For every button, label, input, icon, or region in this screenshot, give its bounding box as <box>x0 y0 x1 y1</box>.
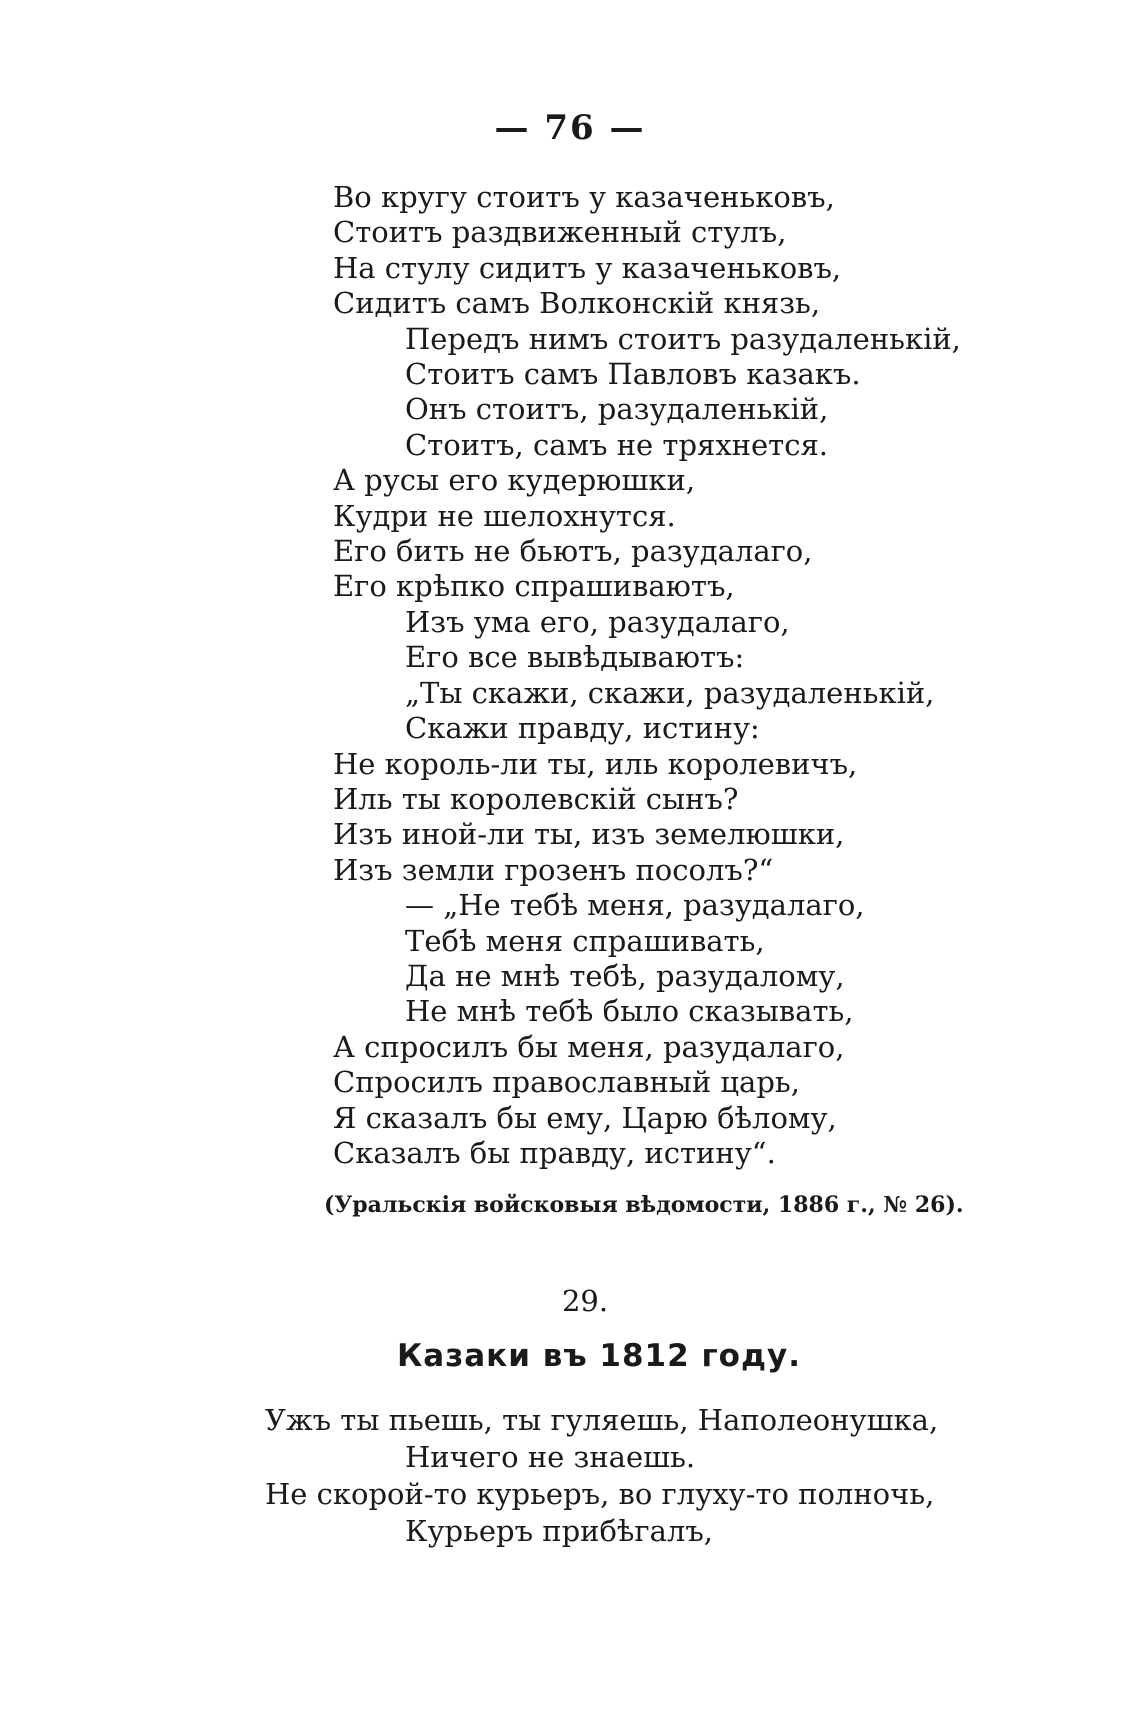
poem-line: Сидитъ самъ Волконскій князь, <box>333 286 821 321</box>
poem-line: А русы его кудерюшки, <box>333 463 696 498</box>
poem-line: Скажи правду, истину: <box>405 711 760 746</box>
section-number: 29. <box>561 1284 609 1318</box>
poem-line: Кудри не шелохнутся. <box>333 498 676 533</box>
poem-line: Его все вывѣдываютъ: <box>405 640 745 675</box>
poem-line: Не король-ли ты, иль королевичъ, <box>333 746 858 781</box>
poem-line: Во кругу стоитъ у казаченьковъ, <box>333 180 835 214</box>
poem-line: Изъ земли грозенъ посолъ?“ <box>333 852 774 887</box>
poem-line: Онъ стоитъ, разудаленькій, <box>405 392 829 427</box>
poem-line: Не мнѣ тебѣ было сказывать, <box>405 994 854 1029</box>
poem-line: Стоитъ, самъ не тряхнется. <box>405 427 828 462</box>
poem-line: Спросилъ православный царь, <box>333 1065 800 1100</box>
poem-line: Курьеръ прибѣгалъ, <box>405 1514 713 1548</box>
poem-line: „Ты скажи, скажи, разудаленькій, <box>405 675 935 710</box>
poem-line: На стулу сидитъ у казаченьковъ, <box>333 250 842 285</box>
poem-line: А спросилъ бы меня, разудалаго, <box>333 1029 845 1064</box>
poem-line: Иль ты королевскій сынъ? <box>333 781 739 816</box>
page-number: — 76 — <box>494 108 646 148</box>
poem-line: Стоитъ самъ Павловъ казакъ. <box>405 357 861 392</box>
poem-line: Не скорой-то курьеръ, во глуху-то полночь, <box>265 1477 935 1511</box>
poem-line: — „Не тебѣ меня, разудалаго, <box>405 888 865 923</box>
poem-line: Его крѣпко спрашиваютъ, <box>333 569 735 604</box>
poem-line: Изъ ума его, разудалаго, <box>405 604 790 639</box>
poem-line: Сказалъ бы правду, истину“. <box>333 1135 776 1170</box>
poem-stanza <box>333 180 961 1171</box>
poem-stanza <box>265 1402 938 1550</box>
poem-line: Ничего не знаешь. <box>405 1440 696 1474</box>
poem-line: Его бить не бьютъ, разудалаго, <box>333 534 813 569</box>
section-title: Казаки въ 1812 году. <box>396 1338 802 1374</box>
poem-line: Ужъ ты пьешь, ты гуляешь, Наполеонушка, <box>265 1403 939 1437</box>
poem-line: Изъ иной-ли ты, изъ земелюшки, <box>333 817 845 852</box>
poem-line: Тебѣ меня спрашивать, <box>405 923 765 958</box>
source-citation: (Уральскія войсковыя вѣдомости, 1886 г., № 26). <box>324 1192 964 1218</box>
poem-line: Передъ нимъ стоитъ разудаленькій, <box>405 321 961 356</box>
poem-line: Я сказалъ бы ему, Царю бѣлому, <box>333 1100 837 1135</box>
poem-line: Стоитъ раздвиженный стулъ, <box>333 215 787 250</box>
poem-line: Да не мнѣ тебѣ, разудалому, <box>405 958 845 993</box>
